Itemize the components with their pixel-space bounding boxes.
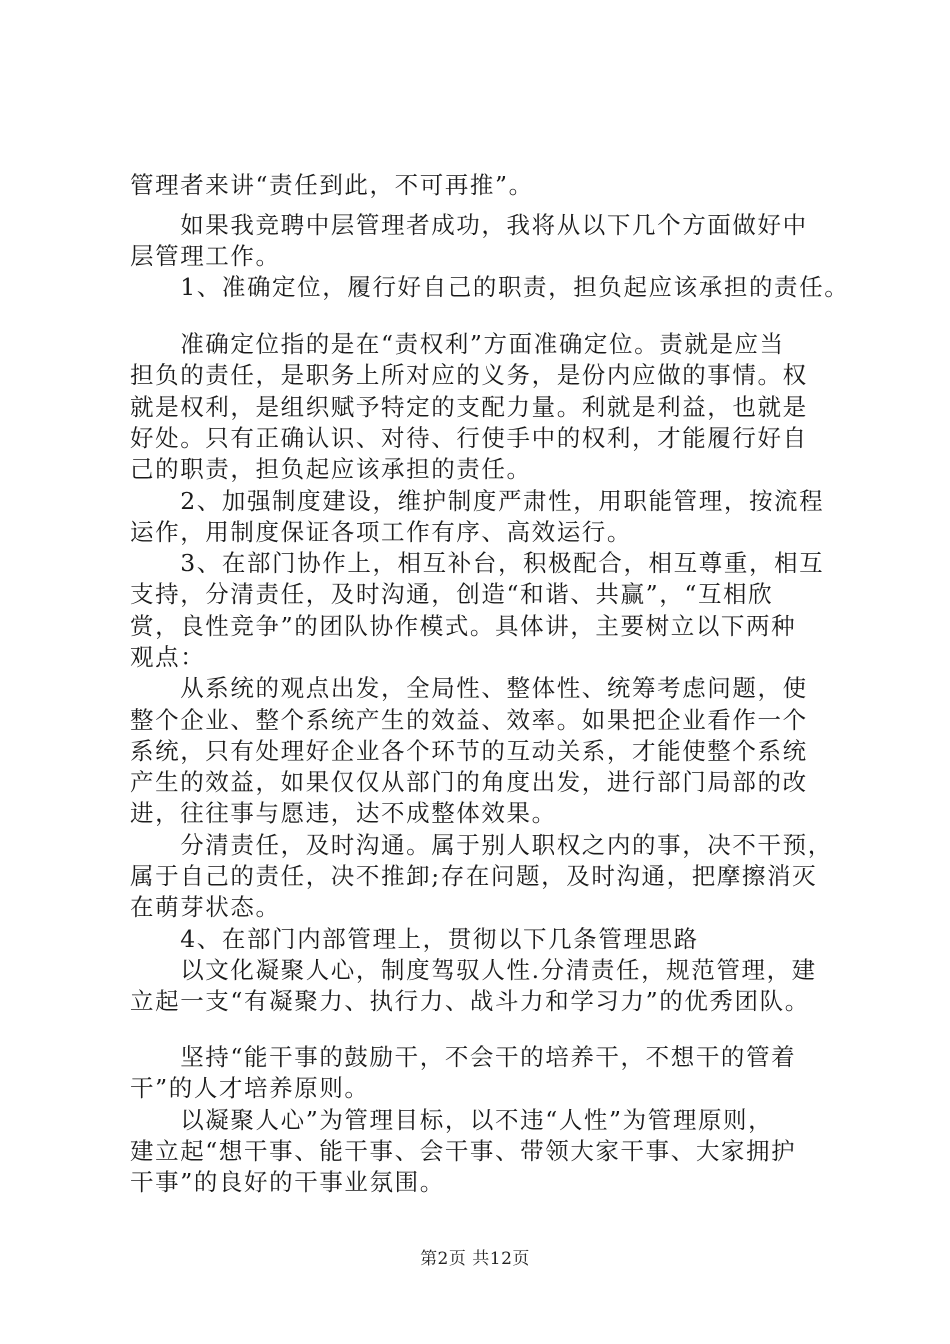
text-line: 干事”的良好的干事业氛围。 <box>130 1168 445 1196</box>
text-line: 3、在部门协作上，相互补台，积极配合，相互尊重，相互 <box>130 549 825 577</box>
text-line: 层管理工作。 <box>130 242 281 270</box>
text-line: 好处。只有正确认识、对待、行使手中的权利，才能履行好自 <box>130 424 808 452</box>
text-line: 建立起“想干事、能干事、会干事、带领大家干事、大家拥护 <box>130 1137 797 1165</box>
text-line: 担负的责任，是职务上所对应的义务，是份内应做的事情。权 <box>130 361 808 389</box>
text-line: 干”的人才培养原则。 <box>130 1074 370 1102</box>
text-line: 系统，只有处理好企业各个环节的互动关系，才能使整个系统 <box>130 737 808 765</box>
page-number-footer: 第2页 共12页 <box>420 1249 530 1269</box>
text-line: 己的职责，担负起应该承担的责任。 <box>130 455 532 483</box>
text-line: 立起一支“有凝聚力、执行力、战斗力和学习力”的优秀团队。 <box>130 987 810 1015</box>
text-line: 以文化凝聚人心，制度驾驭人性.分清责任，规范管理，建 <box>130 956 817 984</box>
text-line: 以凝聚人心”为管理目标，以不违“人性”为管理原则， <box>130 1106 774 1134</box>
text-line: 2、加强制度建设，维护制度严肃性，用职能管理，按流程 <box>130 487 825 515</box>
text-line: 坚持“能干事的鼓励干，不会干的培养干，不想干的管着 <box>130 1043 797 1071</box>
text-line: 属于自己的责任，决不推卸;存在问题，及时沟通，把摩擦消灭 <box>130 862 818 890</box>
text-line: 就是权利，是组织赋予特定的支配力量。利就是利益，也就是 <box>130 393 808 421</box>
text-line: 4、在部门内部管理上，贯彻以下几条管理思路 <box>130 925 699 953</box>
text-line: 进，往往事与愿违，达不成整体效果。 <box>130 799 557 827</box>
text-line: 赏，良性竞争”的团队协作模式。具体讲，主要树立以下两种 <box>130 612 797 640</box>
text-line: 整个企业、整个系统产生的效益、效率。如果把企业看作一个 <box>130 706 808 734</box>
text-line: 如果我竞聘中层管理者成功，我将从以下几个方面做好中 <box>130 211 808 239</box>
text-line: 支持，分清责任，及时沟通，创造“和谐、共赢”，“互相欣 <box>130 580 774 608</box>
text-line: 准确定位指的是在“责权利”方面准确定位。责就是应当 <box>130 330 785 358</box>
text-line: 观点： <box>130 643 206 671</box>
text-line: 分清责任，及时沟通。属于别人职权之内的事，决不干预， <box>130 831 833 859</box>
text-line: 管理者来讲“责任到此，不可再推”。 <box>130 171 534 199</box>
text-line: 从系统的观点出发，全局性、整体性、统筹考虑问题，使 <box>130 674 808 702</box>
text-line: 产生的效益，如果仅仅从部门的角度出发，进行部门局部的改 <box>130 768 808 796</box>
text-line: 在萌芽状态。 <box>130 893 281 921</box>
text-line: 1、准确定位，履行好自己的职责，担负起应该承担的责任。 <box>130 273 850 301</box>
text-line: 运作，用制度保证各项工作有序、高效运行。 <box>130 518 632 546</box>
